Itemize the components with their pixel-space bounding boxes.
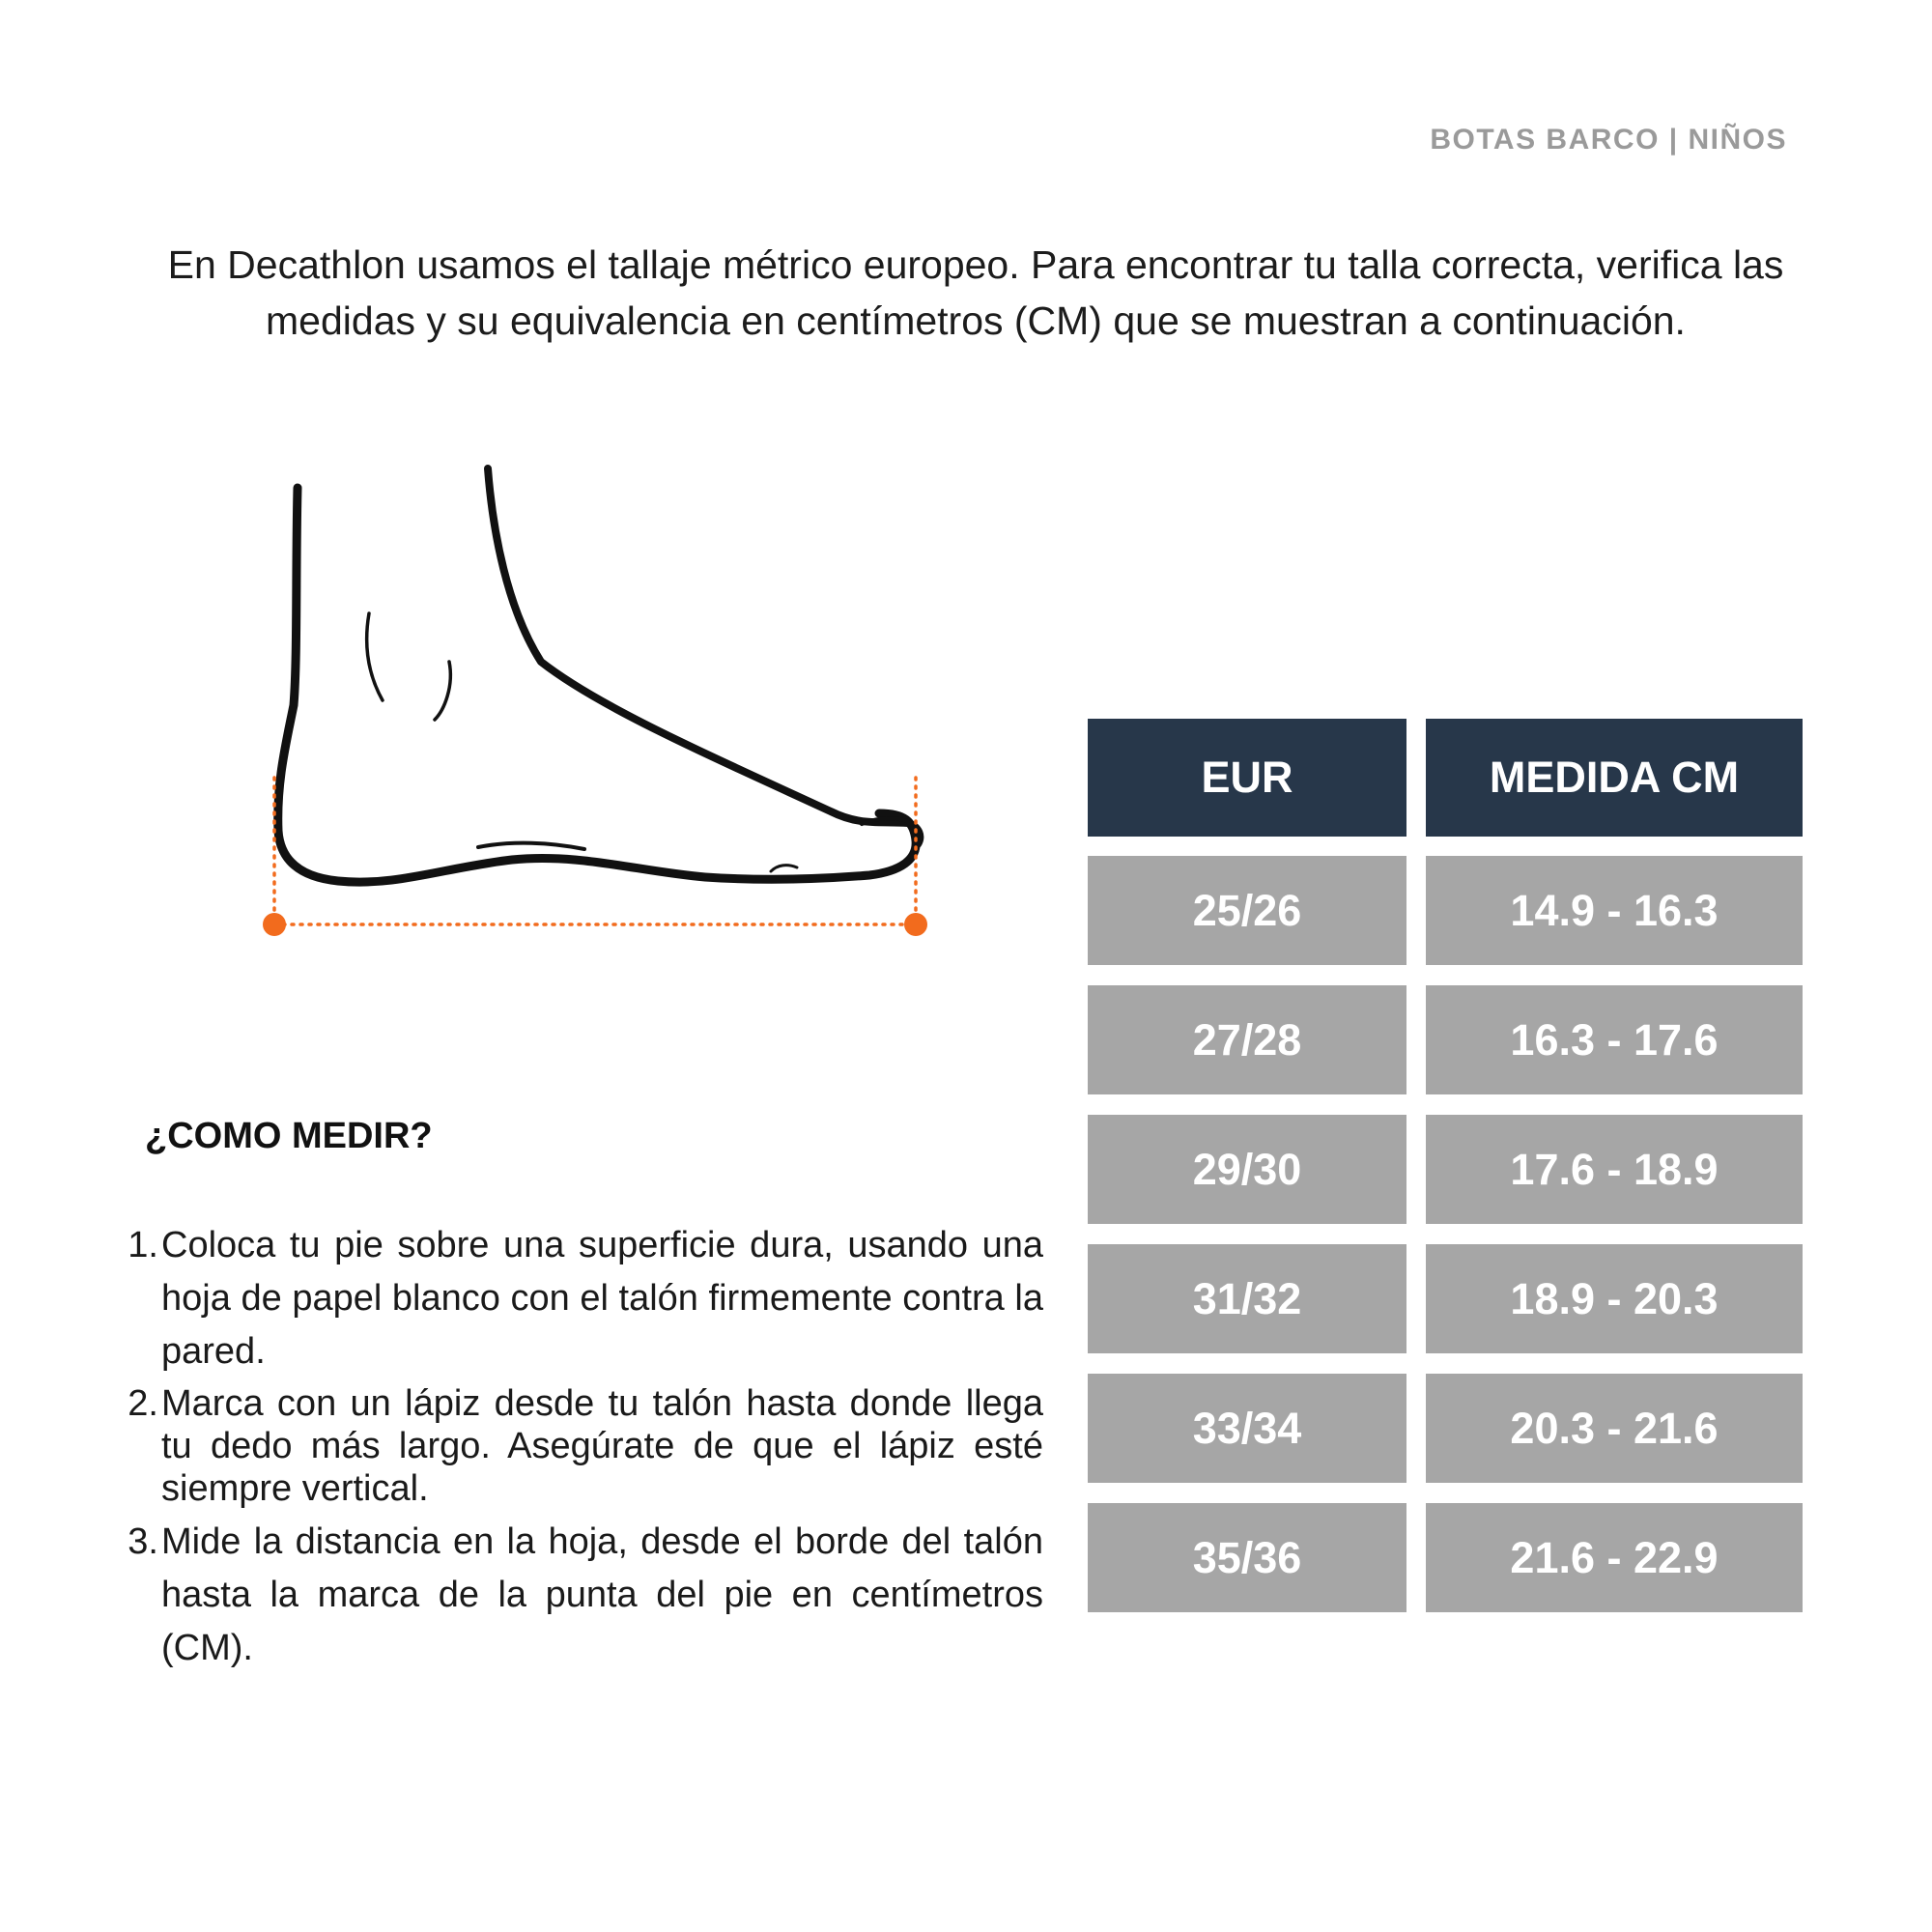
- table-cell-eur: 33/34: [1088, 1374, 1406, 1483]
- how-to-measure-title: ¿COMO MEDIR?: [145, 1116, 433, 1156]
- table-cell-cm: 20.3 - 21.6: [1426, 1374, 1803, 1483]
- table-cell-eur: 27/28: [1088, 985, 1406, 1094]
- toe-point-dot: [904, 913, 927, 936]
- table-cell-cm: 21.6 - 22.9: [1426, 1503, 1803, 1612]
- table-cell-eur: 29/30: [1088, 1115, 1406, 1224]
- table-cell-eur: 35/36: [1088, 1503, 1406, 1612]
- step-text: Marca con un lápiz desde tu talón hasta donde llega tu dedo más largo. Asegúrate de que el lápiz esté siempre vertical.: [161, 1383, 1043, 1509]
- sole-crease-1: [478, 843, 584, 849]
- table-cell-eur: 25/26: [1088, 856, 1406, 965]
- table-cell-cm: 16.3 - 17.6: [1426, 985, 1803, 1094]
- table-cell-cm: 14.9 - 16.3: [1426, 856, 1803, 965]
- foot-measurement-icon: [251, 454, 966, 956]
- table-header-eur: EUR: [1088, 719, 1406, 837]
- step-item: [116, 1382, 1043, 1510]
- table-cell-eur: 31/32: [1088, 1244, 1406, 1353]
- step-number: 1.: [128, 1225, 158, 1265]
- heel-point-dot: [263, 913, 286, 936]
- ankle-mark-2: [435, 662, 450, 720]
- step-number: 2.: [128, 1383, 158, 1424]
- table-header-cm: MEDIDA CM: [1426, 719, 1803, 837]
- step-item: [116, 1516, 1043, 1675]
- step-item: [116, 1219, 1043, 1378]
- ankle-mark-1: [367, 613, 383, 700]
- step-text: Mide la distancia en la hoja, desde el borde del talón hasta la marca de la punta del pie en centímetros (CM).: [161, 1521, 1043, 1668]
- measurement-steps-list: [116, 1219, 1043, 1675]
- sole-crease-2: [771, 866, 797, 871]
- table-cell-cm: 18.9 - 20.3: [1426, 1244, 1803, 1353]
- intro-paragraph: En Decathlon usamos el tallaje métrico europeo. Para encontrar tu talla correcta, verifica las medidas y su equivalencia en centímetros (CM) que se muestran a continuación.: [167, 242, 1784, 343]
- document-category-label: BOTAS BARCO | NIÑOS: [1430, 124, 1787, 156]
- table-cell-cm: 17.6 - 18.9: [1426, 1115, 1803, 1224]
- foot-outline-front: [488, 469, 920, 844]
- step-text: Coloca tu pie sobre una superficie dura, usando una hoja de papel blanco con el talón firmemente contra la pared.: [161, 1225, 1043, 1372]
- step-number: 3.: [128, 1521, 158, 1562]
